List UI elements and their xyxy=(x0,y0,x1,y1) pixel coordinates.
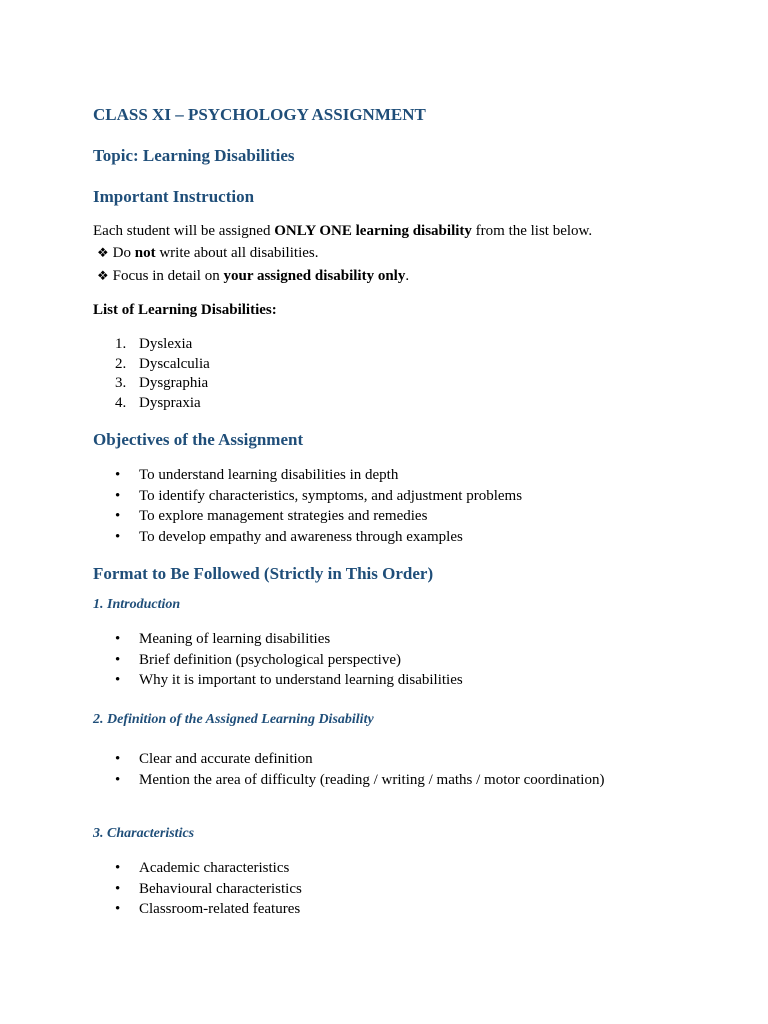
format-item: • Academic characteristics xyxy=(115,860,290,876)
page-title: CLASS XI – PSYCHOLOGY ASSIGNMENT xyxy=(93,105,426,124)
bullet-icon: • xyxy=(115,901,121,917)
format-item: • Meaning of learning disabilities xyxy=(115,631,331,647)
objective-item: • To explore management strategies and remedies xyxy=(115,508,428,524)
section-title-characteristics: 3. Characteristics xyxy=(93,826,195,841)
bullet-icon: • xyxy=(115,672,121,688)
instruction-bullet-1: ❖ Do not write about all disabilities. xyxy=(97,245,319,261)
format-item: • Mention the area of difficulty (reading / writing / maths / motor coordination) xyxy=(115,772,605,788)
diamond-bullet-icon: ❖ xyxy=(97,245,109,260)
objective-item: • To identify characteristics, symptoms, and adjustment problems xyxy=(115,488,523,504)
format-item: • Brief definition (psychological perspective) xyxy=(115,652,401,668)
format-item: • Why it is important to understand learning disabilities xyxy=(115,672,463,688)
section-title-introduction: 1. Introduction xyxy=(93,597,181,612)
bullet-icon: • xyxy=(115,652,121,668)
list-heading: List of Learning Disabilities: xyxy=(93,302,277,318)
bullet-icon: • xyxy=(115,529,121,545)
bullet-icon: • xyxy=(115,488,121,504)
format-item: • Behavioural characteristics xyxy=(115,881,302,897)
bullet-icon: • xyxy=(115,860,121,876)
format-item: • Clear and accurate definition xyxy=(115,751,313,767)
format-heading: Format to Be Followed (Strictly in This Order) xyxy=(93,564,434,583)
list-item: 4. Dyspraxia xyxy=(115,395,201,411)
list-item: 2. Dyscalculia xyxy=(115,356,210,372)
instruction-bullet-2: ❖ Focus in detail on your assigned disability only. xyxy=(97,268,410,284)
section-title-definition: 2. Definition of the Assigned Learning Disability xyxy=(93,712,374,727)
bullet-icon: • xyxy=(115,881,121,897)
bullet-icon: • xyxy=(115,508,121,524)
diamond-bullet-icon: ❖ xyxy=(97,268,109,283)
bullet-icon: • xyxy=(115,772,121,788)
instruction-intro: Each student will be assigned ONLY ONE learning disability from the list below. xyxy=(93,223,593,239)
objectives-heading: Objectives of the Assignment xyxy=(93,430,304,449)
bullet-icon: • xyxy=(115,467,121,483)
bullet-icon: • xyxy=(115,631,121,647)
objective-item: • To understand learning disabilities in depth xyxy=(115,467,399,483)
list-item: 3. Dysgraphia xyxy=(115,375,209,391)
format-item: • Classroom-related features xyxy=(115,901,301,917)
topic-heading: Topic: Learning Disabilities xyxy=(93,146,295,165)
objective-item: • To develop empathy and awareness through examples xyxy=(115,529,463,545)
list-item: 1. Dyslexia xyxy=(115,336,193,352)
bullet-icon: • xyxy=(115,751,121,767)
instruction-heading: Important Instruction xyxy=(93,187,255,206)
